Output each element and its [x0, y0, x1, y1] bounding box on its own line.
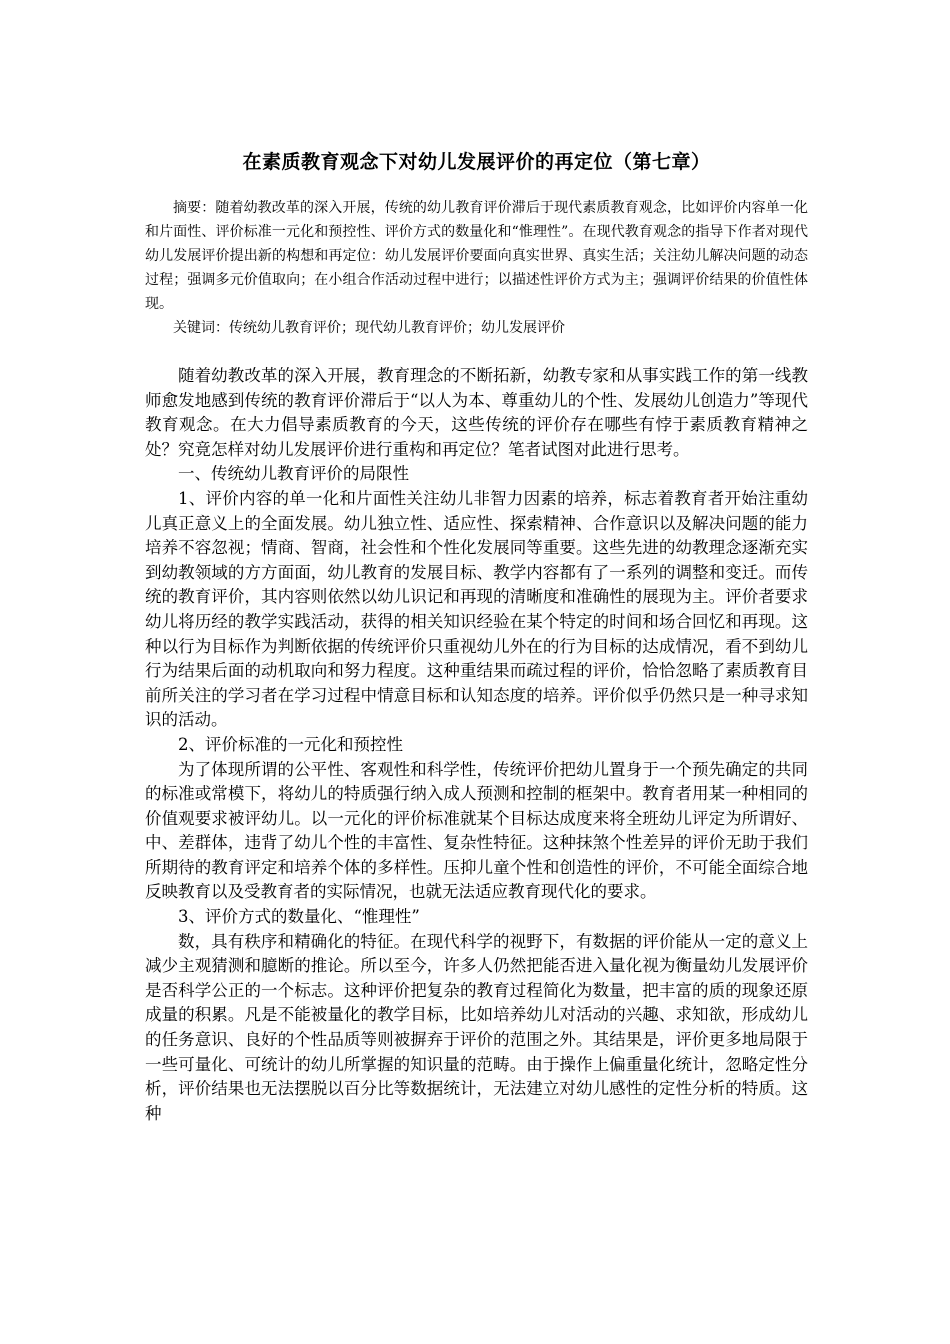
document-title: 在素质教育观念下对幼儿发展评价的再定位（第七章）	[242, 151, 711, 173]
section-heading: 一、传统幼儿教育评价的局限性	[178, 464, 409, 484]
subsection-heading: 2、评价标准的一元化和预控性	[178, 734, 403, 754]
body-paragraph: 为了体现所谓的公平性、客观性和科学性，传统评价把幼儿置身于一个预先确定的共同的标准或常模下，将幼儿的特质强行纳入成人预测和控制的框架中。教育者用某一种相同的价值观要求被评幼儿。以一元化的评价标准就某个目标达成度来将全班幼儿评定为所谓好、中、差群体，违背了幼儿个性的丰富性、复杂性特征。这种抹煞个性差异的评价无助于我们所期待的教育评定和培养个体的多样性。压抑儿童个性和创造性的评价，不可能全面综合地反映教育以及受教育者的实际情况，也就无法适应教育现代化的要求。	[145, 759, 808, 902]
keywords-text: 关键词：传统幼儿教育评价；现代幼儿教育评价；幼儿发展评价	[173, 320, 565, 336]
subsection-heading: 3、评价方式的数量化、“惟理性”	[178, 907, 420, 927]
body-section	[145, 364, 808, 1126]
abstract-text: 摘要：随着幼教改革的深入开展，传统的幼儿教育评价滞后于现代素质教育观念，比如评价内容单一化和片面性、评价标准一元化和预控性、评价方式的数量化和“惟理性”。在现代教育观念的指导下作者对现代幼儿发展评价提出新的构想和再定位：幼儿发展评价要面向真实世界、真实生活；关注幼儿解决问题的动态过程；强调多元价值取向；在小组合作活动过程中进行；以描述性评价方式为主；强调评价结果的价值性体现。	[145, 200, 808, 312]
body-paragraph: 1、评价内容的单一化和片面性关注幼儿非智力因素的培养，标志着教育者开始注重幼儿真正意义上的全面发展。幼儿独立性、适应性、探索精神、合作意识以及解决问题的能力培养不容忽视；情商、智商，社会性和个性化发展同等重要。这些先进的幼教理念逐渐充实到幼教领域的方方面面，幼儿教育的发展目标、教学内容都有了一系列的调整和变迁。而传统的教育评价，其内容则依然以幼儿识记和再现的清晰度和准确性的展现为主。评价者要求幼儿将历经的教学实践活动，获得的相关知识经验在某个特定的时间和场合回忆和再现。这种以行为目标作为判断依据的传统评价只重视幼儿外在的行为目标的达成情况，看不到幼儿行为结果后面的动机取向和努力程度。这种重结果而疏过程的评价，恰恰忽略了素质教育目前所关注的学习者在学习过程中情意目标和认知态度的培养。评价似乎仍然只是一种寻求知识的活动。	[145, 488, 808, 730]
body-paragraph: 数，具有秩序和精确化的特征。在现代科学的视野下，有数据的评价能从一定的意义上减少主观猜测和臆断的推论。所以至今，许多人仍然把能否进入量化视为衡量幼儿发展评价是否科学公正的一个标志。这种评价把复杂的教育过程简化为数量，把丰富的质的现象还原成量的积累。凡是不能被量化的教学目标，比如培养幼儿对活动的兴趣、求知欲，形成幼儿的任务意识、良好的个性品质等则被摒弃于评价的范围之外。其结果是，评价更多地局限于一些可量化、可统计的幼儿所掌握的知识量的范畴。由于操作上偏重量化统计，忽略定性分析，评价结果也无法摆脱以百分比等数据统计，无法建立对幼儿感性的定性分析的特质。这种	[145, 931, 808, 1123]
body-paragraph: 随着幼教改革的深入开展，教育理念的不断拓新，幼教专家和从事实践工作的第一线教师愈发地感到传统的教育评价滞后于“以人为本、尊重幼儿的个性、发展幼儿创造力”等现代教育观念。在大力倡导素质教育的今天，这些传统的评价存在哪些有悖于素质教育精神之处？究竟怎样对幼儿发展评价进行重构和再定位？笔者试图对此进行思考。	[145, 366, 808, 459]
abstract-section	[145, 196, 808, 340]
